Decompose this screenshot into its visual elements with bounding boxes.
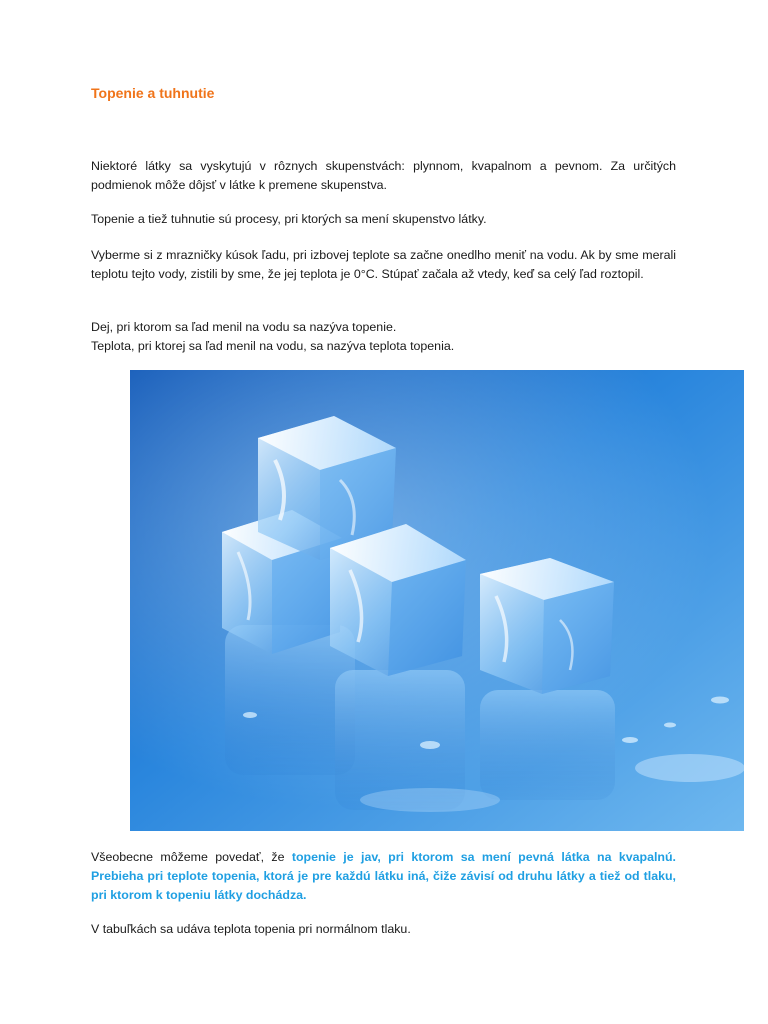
summary-lead: Všeobecne môžeme povedať, že xyxy=(91,850,292,864)
paragraph-definitions xyxy=(91,318,676,356)
paragraph-processes: Topenie a tiež tuhnutie sú procesy, pri ktorých sa mení skupenstvo látky. xyxy=(91,212,487,226)
definition-melting-point: Teplota, pri ktorej sa ľad menil na vodu, sa nazýva teplota topenia. xyxy=(91,339,455,353)
paragraph-intro: Niektoré látky sa vyskytujú v rôznych skupenstvách: plynnom, kvapalnom a pevnom. Za určitých podmienok môže dôjsť v látke k premene skupenstva. xyxy=(91,159,676,192)
page-title: Topenie a tuhnutie xyxy=(91,85,215,101)
ice-cube-right xyxy=(480,558,614,694)
paragraph-ice-example: Vyberme si z mrazničky kúsok ľadu, pri izbovej teplote sa začne onedlho meniť na vodu. Ak by sme merali teplotu tejto vody, zistili by sme, že jej teplota je 0°C. Stúpať začala až vtedy, keď sa celý ľad roztopil. xyxy=(91,248,676,281)
ice-cubes-image xyxy=(130,370,744,831)
summary-highlight: topenie je jav, pri ktorom sa mení pevná látka na kvapalnú. Prebieha pri teplote topenia, ktorá je pre každú látku iná, čiže závisí od druhu látky a tiež od tlaku, pri ktorom k topeniu látky dochádza. xyxy=(91,850,676,902)
paragraph-tables-note: V tabuľkách sa udáva teplota topenia pri normálnom tlaku. xyxy=(91,922,411,936)
paragraph-summary xyxy=(91,848,676,905)
definition-melting: Dej, pri ktorom sa ľad menil na vodu sa nazýva topenie. xyxy=(91,320,397,334)
